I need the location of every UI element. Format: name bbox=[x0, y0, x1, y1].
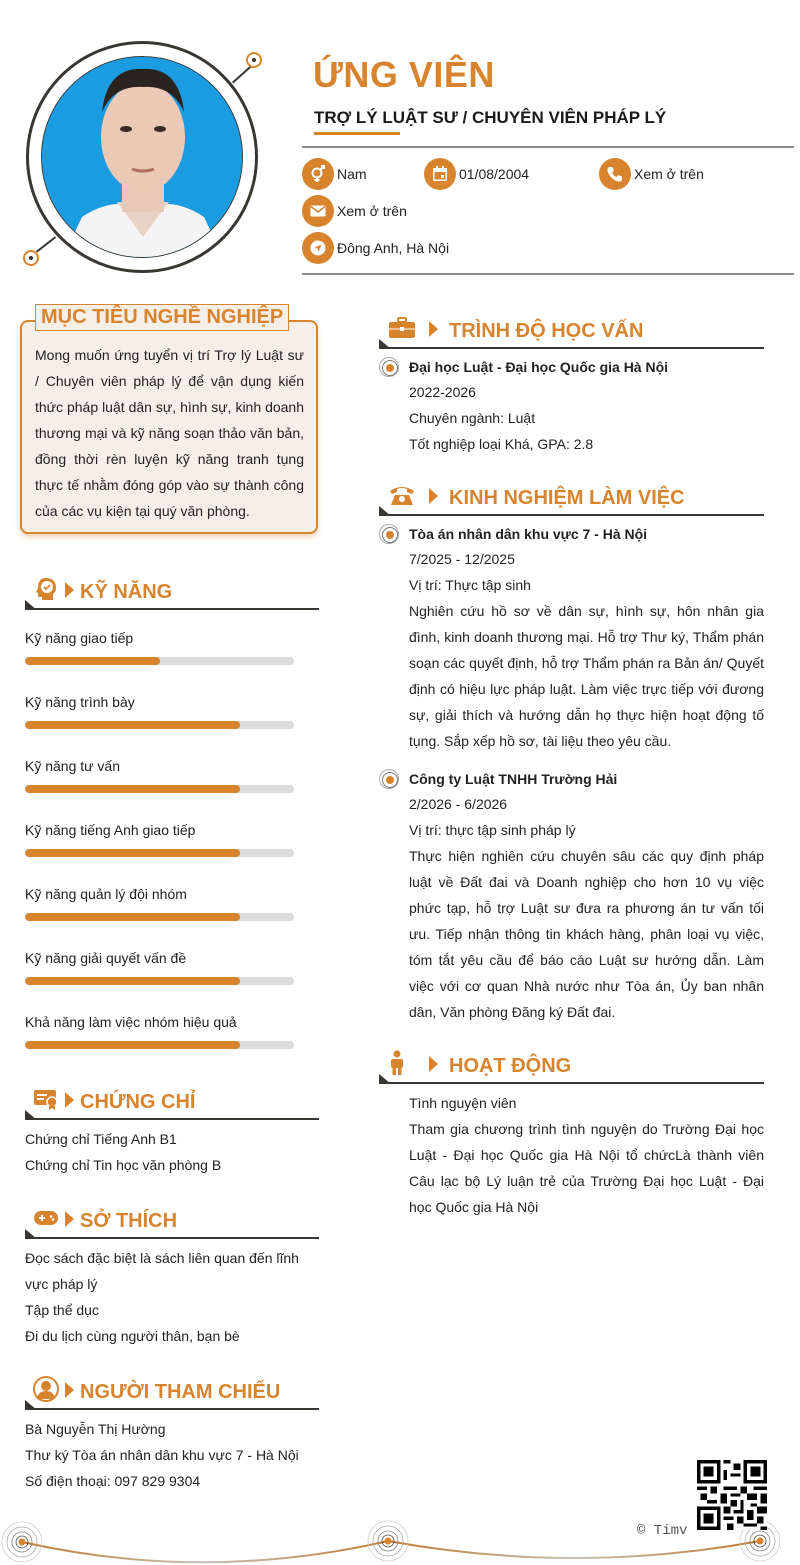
skill-bar bbox=[25, 849, 294, 857]
skill-bar bbox=[25, 1041, 294, 1049]
briefcase-icon bbox=[387, 315, 417, 341]
calendar-icon bbox=[424, 158, 456, 190]
avatar-connector-bottom bbox=[36, 236, 56, 252]
education-result: Tốt nghiệp loại Khá, GPA: 2.8 bbox=[409, 436, 594, 452]
experience-description: Thực hiện nghiên cứu chuyên sâu các quy định pháp luật về Đất đai và Doanh nghiệp cho hơn 10 vụ việc phức tạp, hỗ trợ Luật sư đưa ra phương án tư vấn tối ưu. Tiếp nhận thông tin khách hàng, phân loại vụ việc, tóm tắt yêu cầu để báo cáo Luật sư hướng dẫn. Làm việc với cơ quan Nhà nước như Tòa án, Ủy ban nhân dân, Văn phòng Đăng ký Đất đai. bbox=[409, 848, 764, 1020]
email-icon bbox=[302, 195, 334, 227]
address-value: Đông Anh, Hà Nội bbox=[337, 240, 450, 256]
experience-period: 2/2026 - 6/2026 bbox=[409, 796, 508, 812]
qr-code-icon[interactable] bbox=[697, 1460, 767, 1530]
timeline-bullet-icon bbox=[379, 769, 399, 789]
skill-label: Kỹ năng giải quyết vấn đề bbox=[25, 950, 187, 966]
contact-gender bbox=[302, 158, 367, 190]
education-header bbox=[379, 309, 764, 349]
contact-birthday bbox=[424, 158, 529, 190]
certificate-item: Chứng chỉ Tin học văn phòng B bbox=[25, 1157, 222, 1173]
reference-item: Bà Nguyễn Thị Hường bbox=[25, 1421, 166, 1437]
references-title: NGƯỜI THAM CHIẾU bbox=[80, 1381, 281, 1403]
skill-label: Kỹ năng tiếng Anh giao tiếp bbox=[25, 822, 196, 838]
phone-icon bbox=[599, 158, 631, 190]
reference-item: Số điện thoại: 097 829 9304 bbox=[25, 1473, 201, 1489]
skill-label: Kỹ năng trình bày bbox=[25, 694, 135, 710]
skill-bar bbox=[25, 913, 294, 921]
job-title: TRỢ LÝ LUẬT SƯ / CHUYÊN VIÊN PHÁP LÝ bbox=[314, 108, 667, 127]
experience-description: Nghiên cứu hồ sơ về dân sự, hình sự, hôn nhân gia đình, kinh doanh thương mại. Hỗ trợ Thư ký, Thẩm phán soạn các quyết định, hỗ trợ Thẩm phán ra Bản án/ Quyết định có hiệu lực pháp luật. Làm việc trực tiếp với đương sự, giải thích và hướng dẫn họ thực hiện hoạt động tố tụng. Sắp xếp hồ sơ, tài liệu theo yêu cầu. bbox=[409, 603, 764, 749]
person-icon bbox=[31, 1376, 61, 1402]
hobby-item: Đi du lịch cùng người thân, bạn bè bbox=[25, 1328, 240, 1344]
objective-text: Mong muốn ứng tuyển vị trí Trợ lý Luật sư / Chuyên viên pháp lý để vận dụng kiến thức pháp luật dân sự, hình sự, kinh doanh thương mại và kỹ năng soạn thảo văn bản, đồng thời rèn luyện kỹ năng tranh tụng thực tế nhằm đóng góp vào sự thành công của các vụ kiện tại quý văn phòng. bbox=[35, 347, 304, 519]
activity-role: Tình nguyện viên bbox=[409, 1095, 517, 1111]
experience-header bbox=[379, 476, 764, 516]
certificates-title: CHỨNG CHỈ bbox=[80, 1091, 196, 1113]
skill-bar bbox=[25, 657, 294, 665]
activities-title: HOẠT ĐỘNG bbox=[449, 1055, 572, 1077]
telephone-desk-icon bbox=[387, 482, 417, 508]
company-name: Tòa án nhân dân khu vực 7 - Hà Nội bbox=[409, 526, 648, 542]
education-major: Chuyên ngành: Luật bbox=[409, 410, 536, 426]
experience-position: Vị trí: Thực tập sinh bbox=[409, 577, 531, 593]
skills-title: KỸ NĂNG bbox=[80, 581, 173, 603]
education-title: TRÌNH ĐỘ HỌC VẤN bbox=[449, 320, 644, 342]
reference-item: Thư ký Tòa án nhân dân khu vực 7 - Hà Nội bbox=[25, 1447, 299, 1463]
skill-label: Kỹ năng giao tiếp bbox=[25, 630, 134, 646]
birthday-value: 01/08/2004 bbox=[459, 166, 530, 182]
skill-bar bbox=[25, 785, 294, 793]
contact-address bbox=[302, 232, 449, 264]
head-check-icon bbox=[31, 576, 61, 602]
company-name: Công ty Luật TNHH Trường Hải bbox=[409, 771, 618, 787]
divider bbox=[302, 146, 794, 148]
activity-entry bbox=[409, 1090, 764, 1220]
gamepad-icon bbox=[31, 1205, 61, 1231]
references-header bbox=[25, 1370, 319, 1410]
gender-icon bbox=[302, 158, 334, 190]
activity-description: Tham gia chương trình tình nguyện do Trường Đại học Luật - Đại học Quốc gia Hà Nội tổ chứcLà thành viên Câu lạc bộ Lý luận trẻ của Trường Đại học Luật - Đại học Quốc gia Hà Nội bbox=[409, 1121, 764, 1215]
skill-bar bbox=[25, 721, 294, 729]
hobbies-title: SỞ THÍCH bbox=[80, 1210, 178, 1232]
activities-header bbox=[379, 1044, 764, 1084]
experience-title: KINH NGHIỆM LÀM VIỆC bbox=[449, 487, 685, 509]
avatar bbox=[41, 56, 243, 258]
title-underline bbox=[314, 132, 400, 135]
connector-node-top bbox=[246, 52, 262, 68]
divider bbox=[302, 273, 794, 275]
connector-node-bottom bbox=[23, 250, 39, 266]
timeline-bullet-icon bbox=[379, 357, 399, 377]
email-value: Xem ở trên bbox=[337, 203, 407, 219]
experience-entry bbox=[409, 522, 764, 754]
copyright-text: © Timv bbox=[637, 1523, 688, 1539]
objective-title: MỤC TIÊU NGHỀ NGHIỆP bbox=[35, 304, 289, 331]
gender-value: Nam bbox=[337, 166, 367, 182]
skill-label: Khả năng làm việc nhóm hiệu quả bbox=[25, 1014, 237, 1030]
experience-period: 7/2025 - 12/2025 bbox=[409, 551, 515, 567]
education-period: 2022-2026 bbox=[409, 384, 476, 400]
certificates-header bbox=[25, 1080, 319, 1120]
certificate-icon bbox=[31, 1086, 61, 1112]
skill-label: Kỹ năng tư vấn bbox=[25, 758, 120, 774]
skills-header bbox=[25, 570, 319, 610]
hobby-item: Đọc sách đặc biệt là sách liên quan đến lĩnh vực pháp lý bbox=[25, 1250, 299, 1292]
school-name: Đại học Luật - Đại học Quốc gia Hà Nội bbox=[409, 359, 669, 375]
timeline-bullet-icon bbox=[379, 524, 399, 544]
contact-email bbox=[302, 195, 407, 227]
skill-label: Kỹ năng quản lý đội nhóm bbox=[25, 886, 187, 902]
education-entry bbox=[409, 355, 764, 457]
location-icon bbox=[302, 232, 334, 264]
experience-position: Vị trí: thực tập sinh pháp lý bbox=[409, 822, 576, 838]
candidate-name: ỨNG VIÊN bbox=[313, 54, 495, 95]
certificate-item: Chứng chỉ Tiếng Anh B1 bbox=[25, 1131, 177, 1147]
phone-value: Xem ở trên bbox=[634, 166, 704, 182]
hobbies-header bbox=[25, 1199, 319, 1239]
skill-bar bbox=[25, 977, 294, 985]
contact-phone bbox=[599, 158, 704, 190]
volunteer-person-icon bbox=[382, 1050, 412, 1076]
hobby-item: Tập thể dục bbox=[25, 1302, 99, 1318]
avatar-connector-top bbox=[232, 65, 253, 84]
experience-entry bbox=[409, 767, 764, 1025]
